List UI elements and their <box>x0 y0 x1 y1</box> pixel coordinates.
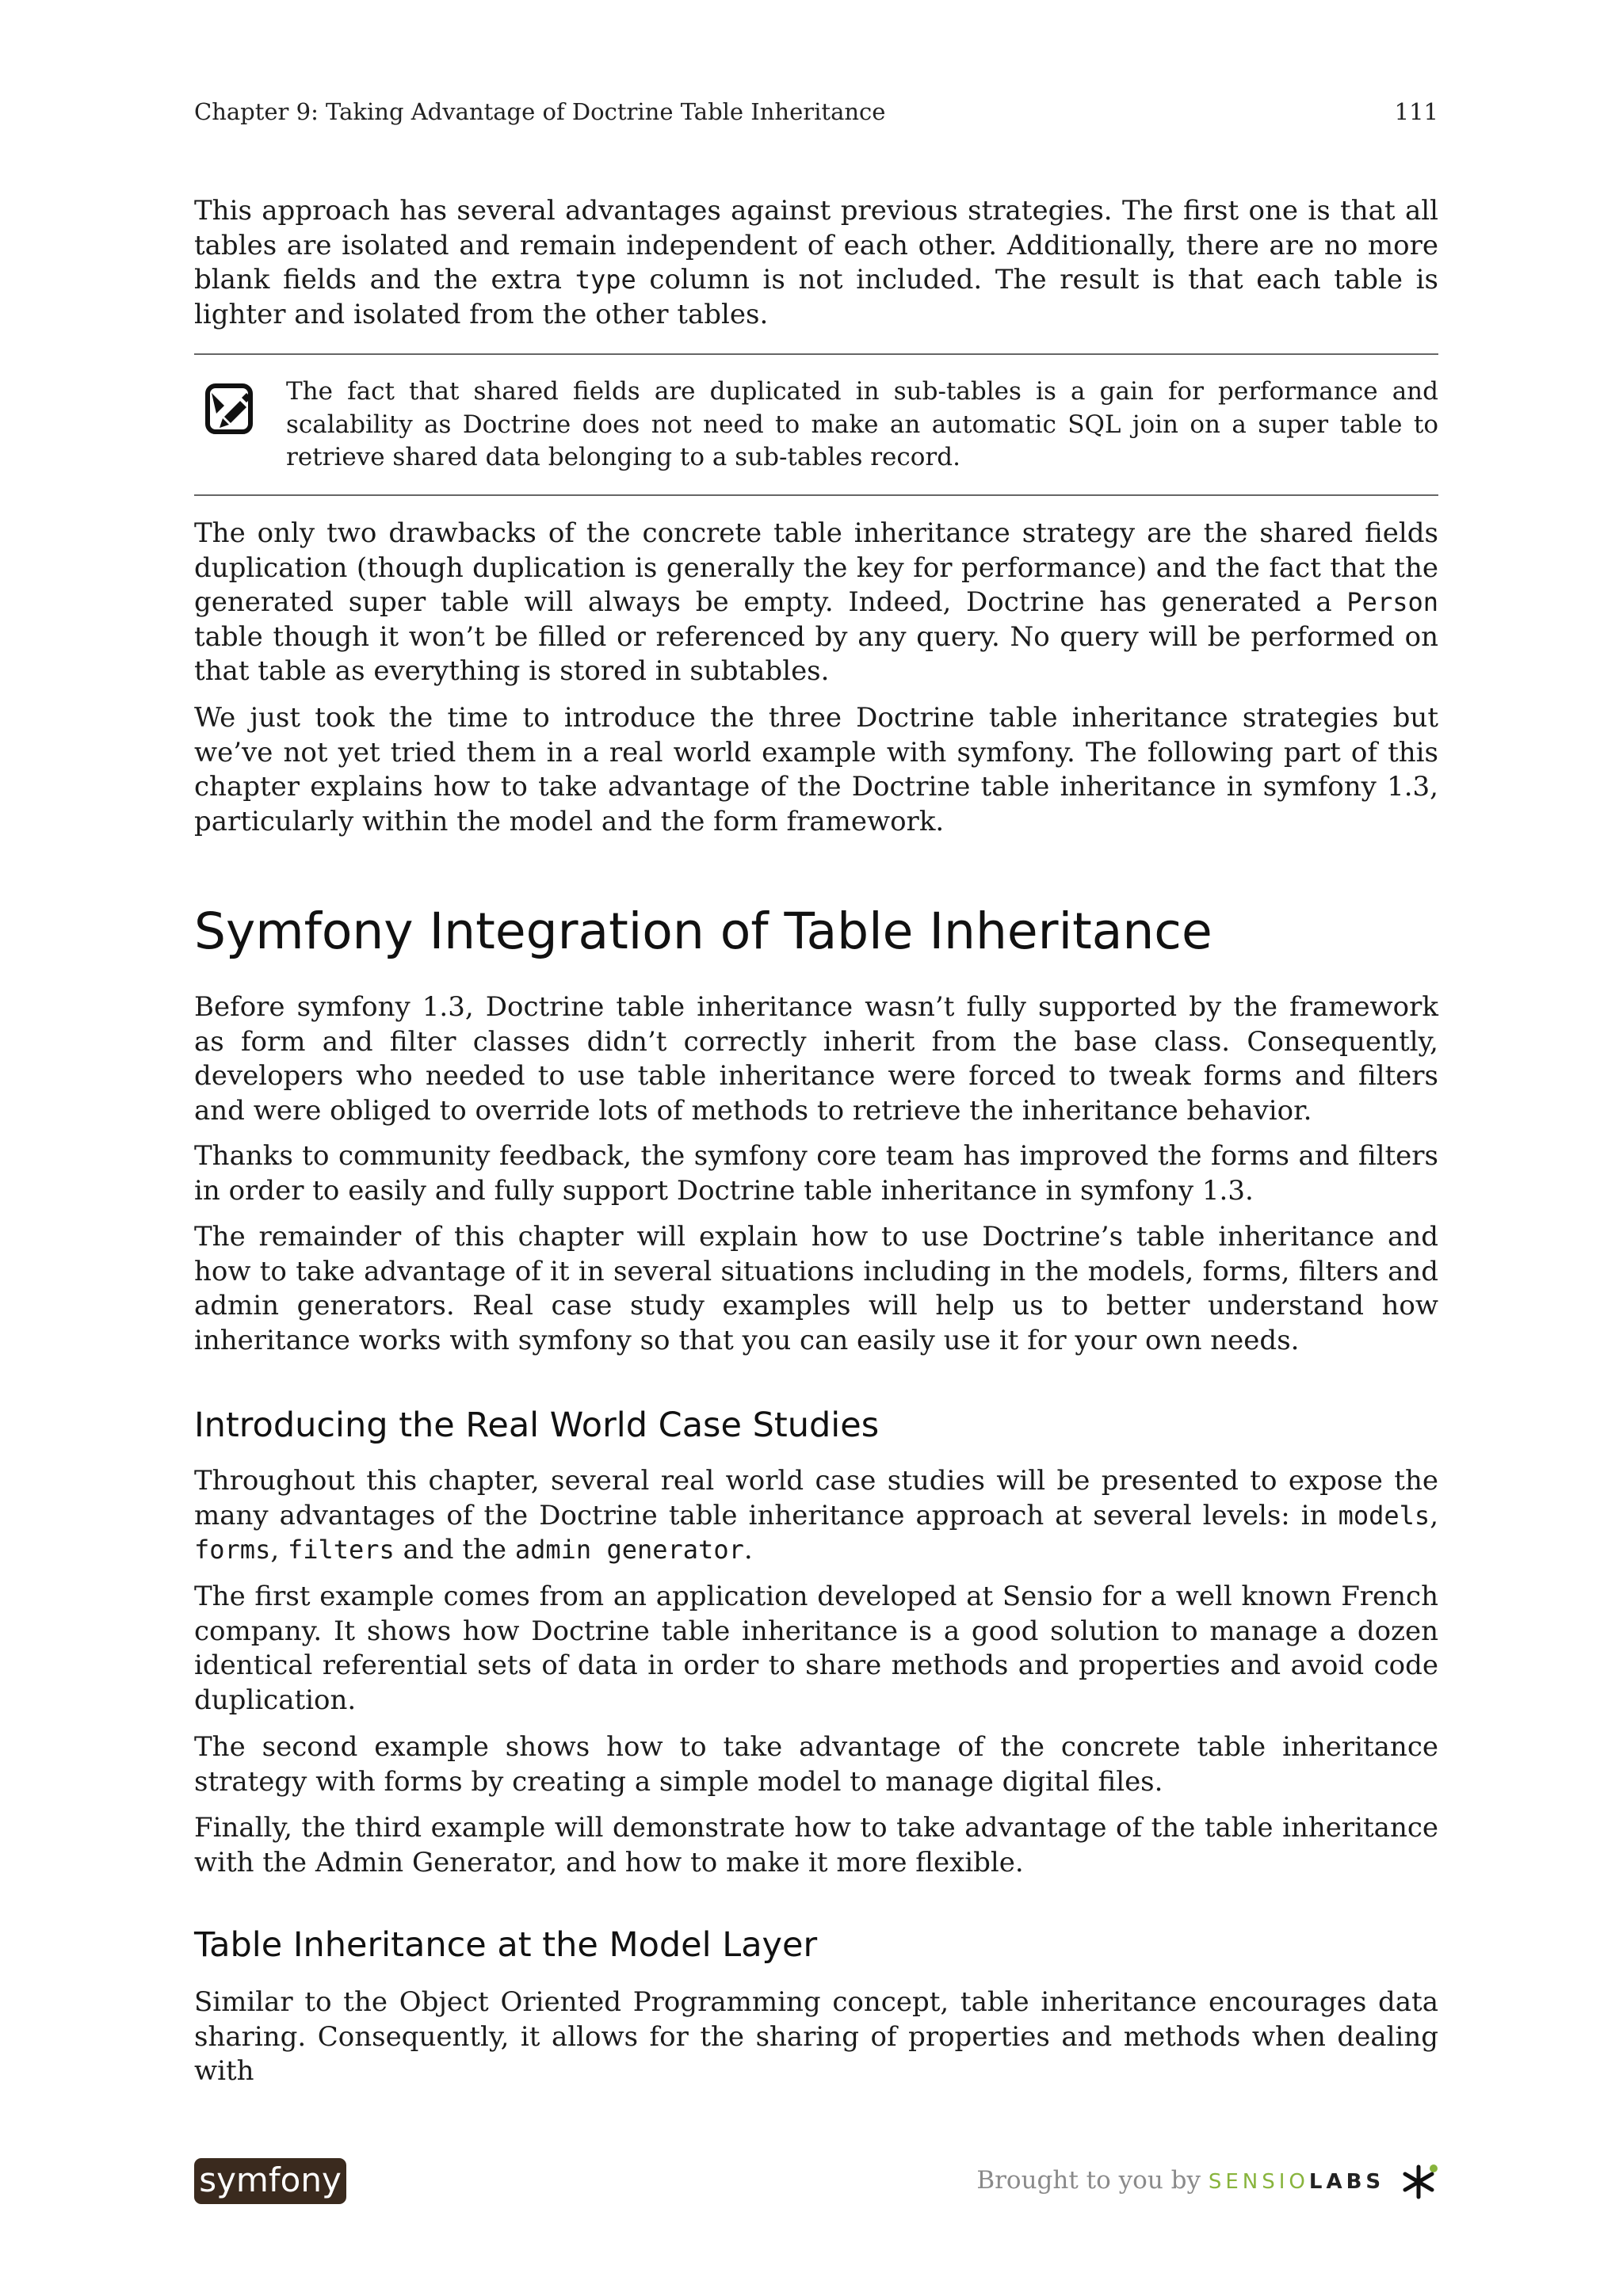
paragraph-11: Similar to the Object Oriented Programming concept, table inheritance encourages data sharing. Consequently, it allows for the sharing of properties and methods when dealing with <box>194 1986 1438 2087</box>
paragraph-5: Thanks to community feedback, the symfony core team has improved the forms and filters in order to easily and fully support Doctrine table inheritance in symfony 1.3. <box>194 1140 1438 1207</box>
paragraph-2: The only two drawbacks of the concrete table inheritance strategy are the shared fields duplication (though duplication is generally the key for performance) and the fact that the generated super table will always be empty. Indeed, Doctrine has generated a Person table though it won’t be filled or referenced by any query. No query will be performed on that table as everything is stored in subtables. <box>194 517 1438 687</box>
note-bottom-rule <box>194 494 1438 496</box>
paragraph-8: The first example comes from an application developed at Sensio for a well known French company. It shows how Doctrine table inheritance is a good solution to manage a dozen identical referential sets of data in order to share methods and properties and avoid code duplication. <box>194 1581 1438 1716</box>
note-box <box>194 376 1438 480</box>
symfony-logo: symfony <box>194 2158 346 2204</box>
credit-prefix: Brought to you by <box>976 2166 1209 2195</box>
paragraph-6: The remainder of this chapter will explain how to use Doctrine’s table inheritance and how to take advantage of it in several situations including in the models, forms, filters and admin generators. Real case study examples will help us to better understand how inheritance works with symfony so that you can easily use it for your own needs. <box>194 1221 1438 1356</box>
paragraph-3: We just took the time to introduce the three Doctrine table inheritance strategies but we’ve not yet tried them in a real world example with symfony. The following part of this chapter explains how to take advantage of the Doctrine table inheritance in symfony 1.3, particularly within the model and the form framework. <box>194 702 1438 837</box>
paragraph-4: Before symfony 1.3, Doctrine table inheritance wasn’t fully supported by the framework as form and filter classes didn’t correctly inherit from the base class. Consequently, developers who needed to use table inheritance were forced to tweak forms and filters and were obliged to override lots of methods to retrieve the inheritance behavior. <box>194 991 1438 1127</box>
code-person: Person <box>1346 587 1438 617</box>
paragraph-10: Finally, the third example will demonstrate how to take advantage of the table inheritance with the Admin Generator, and how to make it more flexible. <box>194 1812 1438 1878</box>
code-type: type <box>575 265 636 295</box>
paragraph-7: Throughout this chapter, several real world case studies will be presented to expose the many advantages of the Doctrine table inheritance approach at several levels: in models, forms, filters and the admin generator. <box>194 1465 1438 1566</box>
paragraph-9: The second example shows how to take advantage of the concrete table inheritance strategy with forms by creating a simple model to manage digital files. <box>194 1731 1438 1798</box>
paragraph-1: This approach has several advantages against previous strategies. The first one is that all tables are isolated and remain independent of each other. Additionally, there are no more blank fields and the extra type column is not included. The result is that each table is lighter and isolated from the other tables. <box>194 195 1438 330</box>
note-top-rule <box>194 353 1438 355</box>
note-icon <box>205 382 253 434</box>
brand-labs: LABS <box>1308 2170 1385 2194</box>
subsection-heading-case-studies: Introducing the Real World Case Studies <box>194 1405 880 1445</box>
footer-credit <box>976 2157 1438 2204</box>
note-text: The fact that shared fields are duplicated in sub-tables is a gain for performance and scalability as Doctrine does not need to make an automatic SQL join on a super table to retrieve shared data belonging to a sub-tables record. <box>286 377 1438 471</box>
section-heading: Symfony Integration of Table Inheritance <box>194 902 1212 960</box>
brand-sensio: SENSIO <box>1208 2170 1309 2194</box>
chapter-title: Chapter 9: Taking Advantage of Doctrine Table Inheritance <box>194 98 886 125</box>
sensiolabs-mark-icon <box>1399 2162 1438 2202</box>
page-body <box>194 0 1438 2296</box>
page-number: 111 <box>1394 98 1438 125</box>
subsection-heading-model-layer: Table Inheritance at the Model Layer <box>194 1925 818 1965</box>
